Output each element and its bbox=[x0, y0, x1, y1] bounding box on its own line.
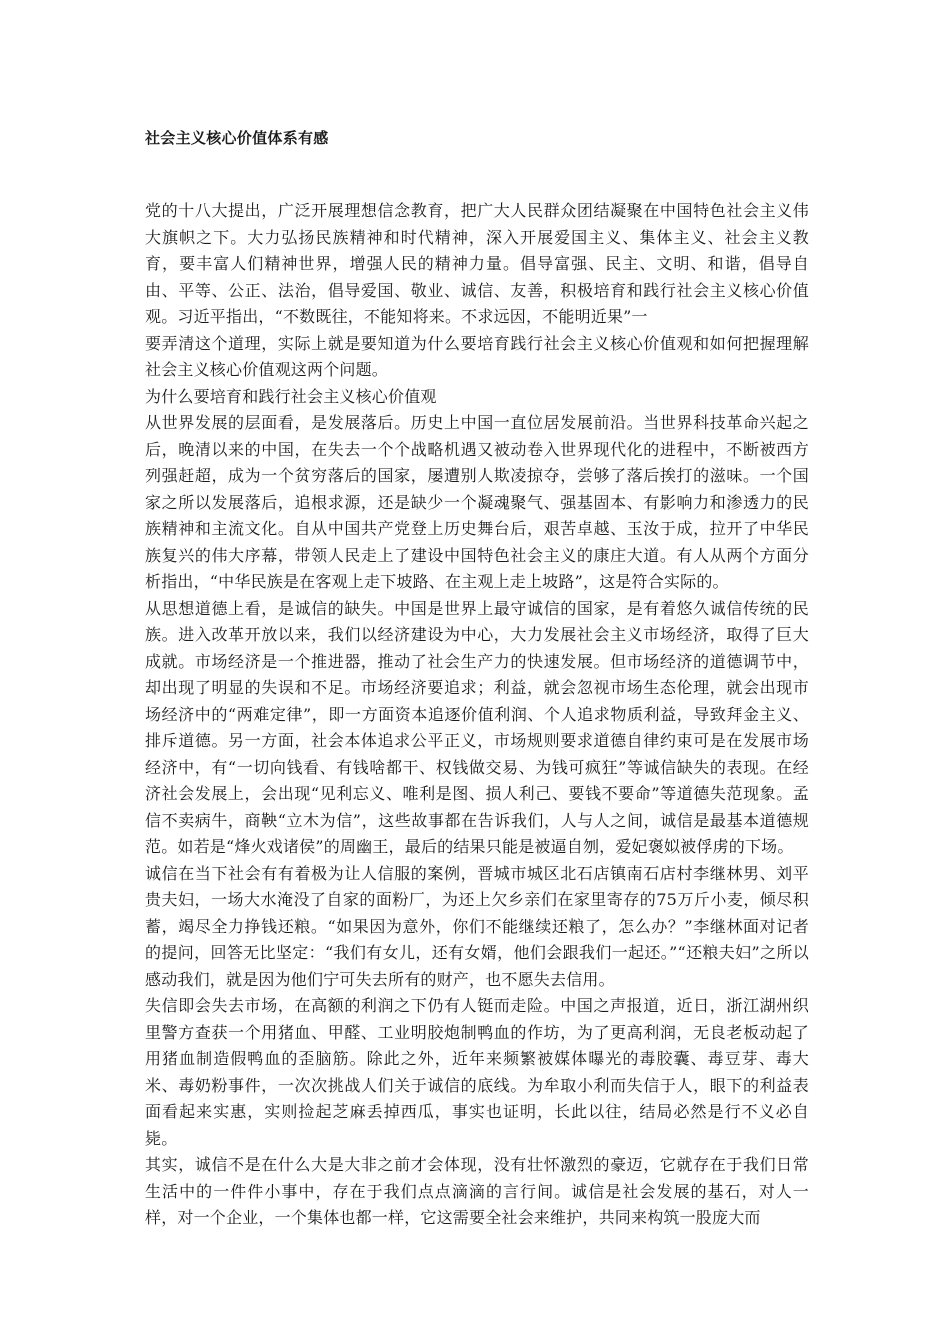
section-heading: 为什么要培育和践行社会主义核心价值观 bbox=[145, 386, 437, 406]
document-body bbox=[145, 198, 809, 1232]
paragraph-question: 要弄清这个道理，实际上就是要知道为什么要培育践行社会主义核心价值观和如何把握理解社会主义核心价值观这两个问题。 bbox=[145, 333, 809, 379]
paragraph-development: 从世界发展的层面看，是发展落后。历史上中国一直位居发展前沿。当世界科技革命兴起之后，晚清以来的中国，在失去一个个战略机遇又被动卷入世界现代化的进程中，不断被西方列强赶超，成为一个贫穷落后的国家，屡遭别人欺凌掠夺，尝够了落后挨打的滋味。一个国家之所以发展落后，追根求源，还是缺少一个凝魂聚气、强基固本、有影响力和渗透力的民族精神和主流文化。自从中国共产党登上历史舞台后，艰苦卓越、玉汝于成，拉开了中华民族复兴的伟大序幕，带领人民走上了建设中国特色社会主义的康庄大道。有人从两个方面分析指出，“中华民族是在客观上走下坡路、在主观上走上坡路”，这是符合实际的。 bbox=[145, 413, 809, 591]
paragraph-intro: 党的十八大提出，广泛开展理想信念教育，把广大人民群众团结凝聚在中国特色社会主义伟大旗帜之下。大力弘扬民族精神和时代精神，深入开展爱国主义、集体主义、社会主义教育，要丰富人们精神世界，增强人民的精神力量。倡导富强、民主、文明、和谐，倡导自由、平等、公正、法治，倡导爱国、敬业、诚信、友善，积极培育和践行社会主义核心价值观。习近平指出，“不数既往，不能知将来。不求远因，不能明近果”一 bbox=[145, 201, 809, 326]
paragraph-dishonesty: 失信即会失去市场，在高额的利润之下仍有人铤而走险。中国之声报道，近日，浙江湖州织里警方查获一个用猪血、甲醛、工业明胶炮制鸭血的作坊，为了更高利润，无良老板动起了用猪血制造假鸭血的歪脑筋。除此之外，近年来频繁被媒体曝光的毒胶囊、毒豆芽、毒大米、毒奶粉事件，一次次挑战人们关于诚信的底线。为牟取小利而失信于人，眼下的利益表面看起来实惠，实则捡起芝麻丢掉西瓜，事实也证明，长此以往，结局必然是行不义必自毙。 bbox=[145, 996, 809, 1148]
paragraph-morality: 从思想道德上看，是诚信的缺失。中国是世界上最守诚信的国家，是有着悠久诚信传统的民族。进入改革开放以来，我们以经济建设为中心，大力发展社会主义市场经济，取得了巨大成就。市场经济是一个推进器，推动了社会生产力的快速发展。但市场经济的道德调节中，却出现了明显的失误和不足。市场经济要追求；利益，就会忽视市场生态伦理，就会出现市场经济中的“两难定律”，即一方面资本追逐价值利润、个人追求物质利益，导致拜金主义、排斥道德。另一方面，社会本体追求公平正义，市场规则要求道德自律约束可是在发展市场经济中，有“一切向钱看、有钱啥都干、权钱做交易、为钱可疯狂”等诚信缺失的表现。在经济社会发展上，会出现“见利忘义、唯利是图、损人利己、要钱不要命”等道德失范现象。孟信不卖病牛，商鞅“立木为信”，这些故事都在告诉我们，人与人之间，诚信是最基本道德规范。如若是“烽火戏诸侯”的周幽王，最后的结果只能是被逼自刎，爱妃褒姒被俘虏的下场。 bbox=[145, 598, 809, 856]
paragraph-integrity-case: 诚信在当下社会有有着极为让人信服的案例，晋城市城区北石店镇南石店村李继林男、刘平贵夫妇，一场大水淹没了自家的面粉厂，为还上欠乡亲们在家里寄存的75万斤小麦，倾尽积蓄，竭尽全力挣钱还粮。“如果因为意外，你们不能继续还粮了，怎么办？”李继林面对记者的提问，回答无比坚定：“我们有女儿，还有女婿，他们会跟我们一起还。”“还粮夫妇”之所以感动我们，就是因为他们宁可失去所有的财产，也不愿失去信用。 bbox=[145, 863, 809, 989]
document-title: 社会主义核心价值体系有感 bbox=[145, 129, 329, 147]
paragraph-conclusion: 其实，诚信不是在什么大是大非之前才会体现，没有壮怀激烈的豪迈，它就存在于我们日常生活中的一件件小事中，存在于我们点点滴滴的言行间。诚信是社会发展的基石，对人一样，对一个企业，一个集体也都一样，它这需要全社会来维护，共同来构筑一股庞大而 bbox=[145, 1155, 809, 1227]
